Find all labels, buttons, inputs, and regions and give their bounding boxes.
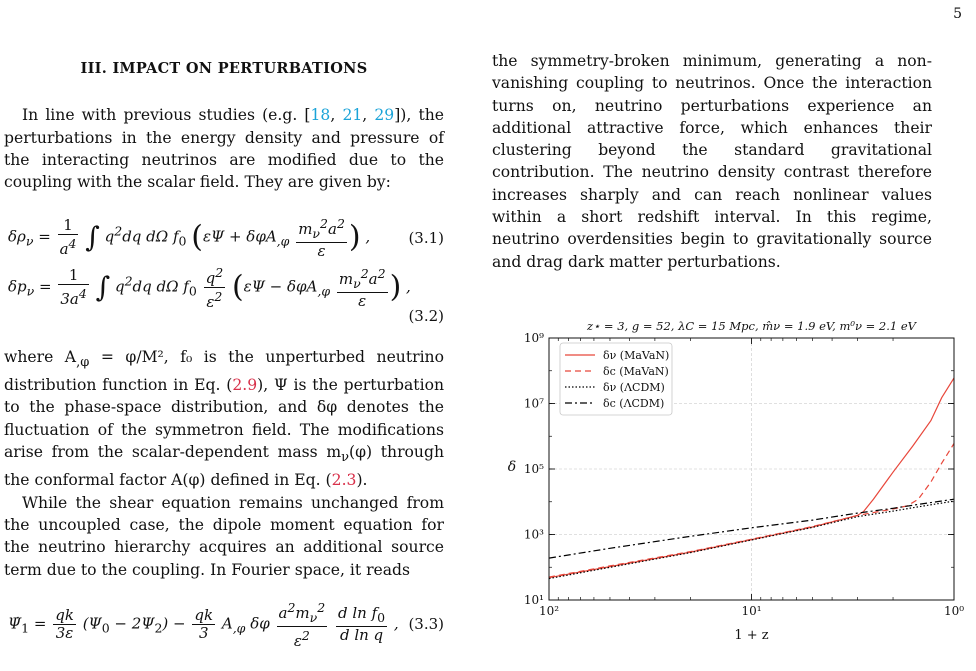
page-number: 5 [953, 6, 962, 22]
density-contrast-chart [500, 303, 976, 655]
chart-title: z⋆ = 3, g = 52, λC = 15 Mpc, m̂ν = 1.9 eV, m⁰ν = 2.1 eV [586, 319, 917, 333]
section-title: III. IMPACT ON PERTURBATIONS [80, 60, 368, 77]
y-axis-label: δ [507, 459, 517, 475]
x-axis-label: 1 + z [734, 628, 769, 643]
citation-link[interactable]: 18 [310, 106, 331, 125]
right-column [492, 50, 932, 273]
x-tick-label: 10² [538, 604, 560, 618]
legend-label: δν (ΛCDM) [603, 381, 665, 394]
y-tick-label: 10⁷ [523, 396, 544, 411]
citation-link[interactable]: 29 [374, 106, 395, 125]
legend-label: δν (MaVaN) [603, 349, 670, 362]
x-tick-label: 10¹ [741, 604, 762, 618]
legend-label: δc (MaVaN) [603, 365, 669, 378]
equation-3-2: $\delta p_\nu$ = $\frac{1}{3a^4}$ ∫ $q^2dq$ dΩ $f_0$ $\frac{q^2}{\varepsilon^2}$ (εΨ − δφA$_{,\varphi}$ $\frac{m_\nu^2a^2}{\varepsilon}$ ) , [8, 265, 411, 312]
equation-3-1: $\delta\rho_\nu$ = $\frac{1}{a^4}$ ∫ $q^2dq$ dΩ $f_0$ (εΨ + δφA$_{,\varphi}$ $\frac{m_\nu^2a^2}{\varepsilon}$ ) , (3.1) [8, 216, 444, 261]
citation-link[interactable]: 21 [342, 106, 363, 125]
equation-block-perturbations [4, 215, 444, 327]
legend-label: δc (ΛCDM) [603, 397, 665, 410]
paragraph-interaction: the symmetry-broken minimum, generating a non-vanishing coupling to neutrinos. Once the interaction turns on, neutrino perturbations experience an additional attractive force, which enhances their clustering beyond the standard gravitational contribution. The neutrino density contrast therefore increases sharply and can reach nonlinear values within a short redshift interval. In this regime, neutrino overdensities begin to gravitationally source and drag dark matter perturbations. [492, 52, 932, 271]
y-tick-label: 10⁹ [523, 331, 544, 345]
equation-number: (3.3) [408, 615, 444, 634]
equation-reference-link[interactable]: 2.9 [232, 376, 258, 395]
y-tick-label: 10³ [523, 527, 544, 542]
paragraph-dipole: While the shear equation remains unchanged from the uncoupled case, the dipole moment equation for the neutrino hierarchy acquires an additional source term due to the coupling. In Fourier space, it reads [4, 493, 444, 579]
y-tick-label: 10⁵ [523, 462, 544, 476]
paragraph-definitions: where $A_{,\varphi} = \varphi/M^2$, f₀ is the unperturbed neutrino distribution function in Eq. (2.9), Ψ is the perturbation to the phase-space distribution, and δφ denotes the fluctuation of the symmetron field. The modifications arise from the scalar-dependent mass $m_\nu(\varphi)$ through the conformal factor A(φ) defined in Eq. (2.3). [4, 347, 445, 490]
left-column [4, 50, 444, 650]
y-tick-label: 10¹ [523, 593, 544, 607]
equation-number: (3.1) [408, 228, 444, 247]
equation-3-3: $\Psi̇_1$ = $\frac{qk}{3\varepsilon}$ $(\Psi_0 - 2\Psi_2)$ − $\frac{qk}{3}$ $A_{,\varphi}$ δφ $\frac{a^2m_\nu^2}{\varepsilon^2}$ $\frac{d \ln f_0}{\text{d ln q}}$ , (3.3) [8, 599, 444, 650]
x-tick-label: 10⁰ [943, 604, 965, 618]
equation-number: (3.2) [408, 307, 444, 326]
equation-reference-link[interactable]: 2.3 [331, 471, 357, 490]
paragraph-intro: In line with previous studies (e.g. [18, 21, 29]), the perturbations in the energy density and pressure of the interacting neutrinos are modified due to the coupling with the scalar field. They are given by: [4, 106, 444, 192]
